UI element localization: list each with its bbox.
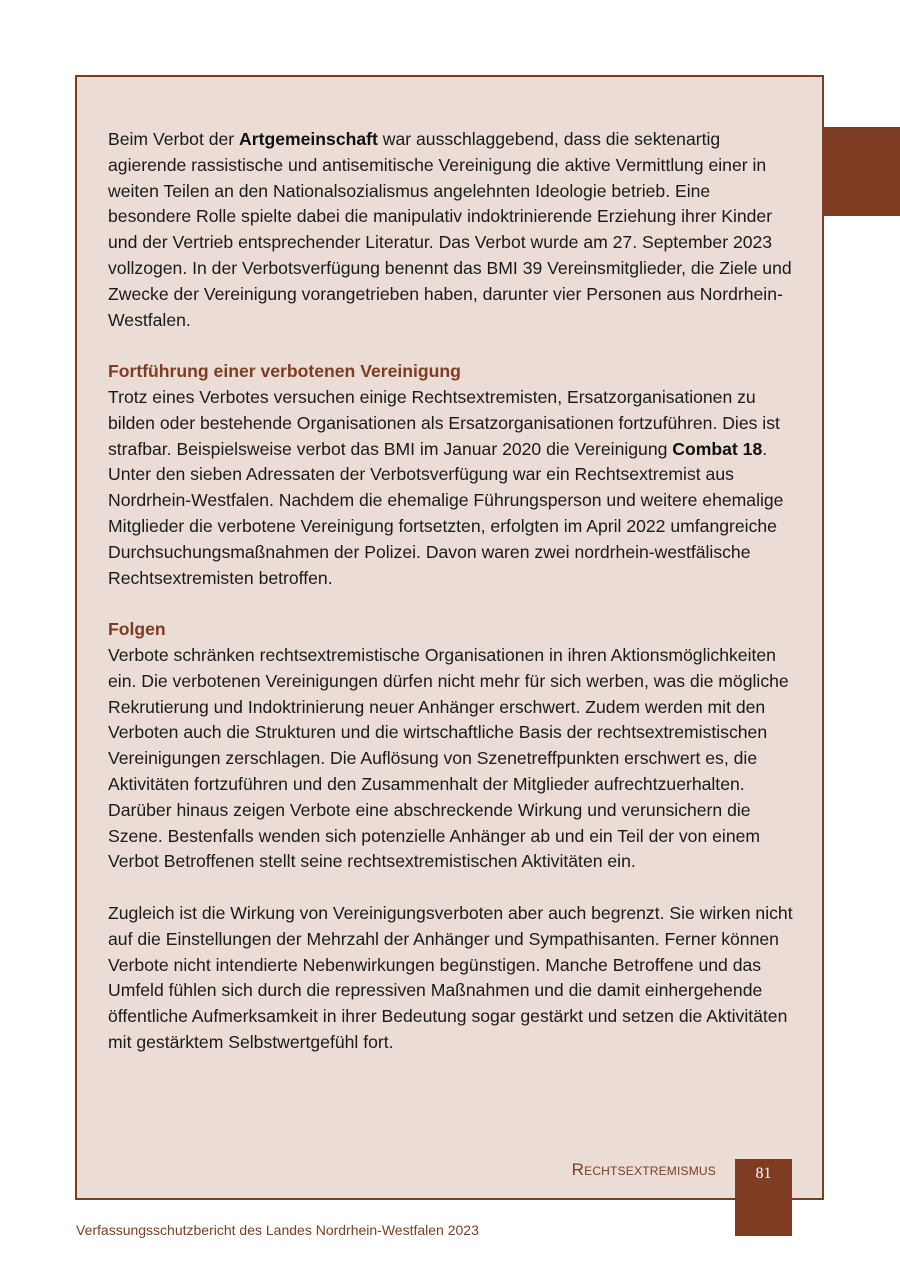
chapter-tab-marker (823, 127, 900, 216)
bold-term-artgemeinschaft: Artgemeinschaft (239, 129, 378, 149)
heading-folgen: Folgen (108, 619, 166, 640)
heading-fortfuehrung: Fortführung einer verbotenen Vereinigung (108, 361, 461, 382)
paragraph-folgen: Verbote schränken rechtsextremistische Organisationen in ihren Aktionsmöglichkeiten ein. Die verbotenen Vereinigungen dürfen nicht mehr für sich werben, was die mögliche Rekrutierung und Indoktrinierung neuer Anhänger erschwert. Zudem werden mit den Verboten auch die Strukturen und die wirtschaftliche Basis der rechtsextremistischen Vereinigungen zerschlagen. Die Auflösung von Szenetreffpunkten erschwert es, die Aktivitäten fortzuführen und den Zusammenhalt der Mitglieder aufrechtzuerhalten. Darüber hinaus zeigen Verbote eine abschreckende Wirkung und verunsichern die Szene. Bestenfalls wenden sich potenzielle Anhänger ab und ein Teil der von einem Verbot Betroffenen stellt seine rechtsextremistischen Aktivitäten ein. (108, 644, 789, 872)
paragraph-artgemeinschaft (108, 127, 798, 333)
paragraph-text: war ausschlaggebend, dass die sektenartig agierende rassistische und antisemitische Vereinigung die aktive Vermittlung einer in weiten Teilen an den Nationalsozialismus angelehnten Ideologie betrieb. Eine besondere Rolle spielte dabei die manipulativ indoktrinierende Erziehung ihrer Kinder und der Vertrieb entsprechender Literatur. Das Verbot wurde am 27. September 2023 vollzogen. In der Verbotsverfügung benennt das BMI 39 Vereinsmitglieder, die Ziele und Zwecke der Vereinigung vorangetrieben haben, darunter vier Personen aus Nordrhein-Westfalen. (108, 129, 792, 330)
section-label: Rechtsextremismus (571, 1160, 716, 1179)
paragraph-wirkung: Zugleich ist die Wirkung von Vereinigungsverboten aber auch begrenzt. Sie wirken nicht auf die Einstellungen der Mehrzahl der Anhänger und Sympathisanten. Ferner können Verbote nicht intendierte Nebenwirkungen begünstigen. Manche Betroffene und das Umfeld fühlen sich durch die repressiven Maßnahmen und die damit einhergehende öffentliche Aufmerksamkeit in ihrer Bedeutung sogar gestärkt und setzen die Aktivitäten mit gestärktem Selbstwertgefühl fort. (108, 902, 793, 1052)
page-number-box (735, 1159, 792, 1236)
paragraph-text: . Unter den sieben Adressaten der Verbotsverfügung war ein Rechtsextremist aus Nordrhein-Westfalen. Nachdem die ehemalige Führungsperson und weitere ehemalige Mitglieder die verbotene Vereinigung fortsetzten, erfolgten im April 2022 umfangreiche Durchsuchungsmaßnahmen der Polizei. Davon waren zwei nordrhein-westfälische Rechtsextremisten betroffen. (108, 438, 784, 588)
publication-footer: Verfassungsschutzbericht des Landes Nordrhein-Westfalen 2023 (76, 1222, 479, 1238)
paragraph-text: Trotz eines Verbotes versuchen einige Rechtsextremisten, Ersatzorganisationen zu bilden oder bestehende Organisationen als Ersatzorganisationen fortzuführen. Dies ist strafbar. Beispielsweise verbot das BMI im Januar 2020 die Vereinigung (108, 386, 780, 459)
page-body (108, 127, 798, 1056)
bold-term-combat18: Combat 18 (672, 438, 763, 459)
paragraph-combat18 (108, 385, 798, 591)
paragraph-text: Beim Verbot der (108, 129, 240, 149)
page-number: 81 (755, 1165, 772, 1182)
